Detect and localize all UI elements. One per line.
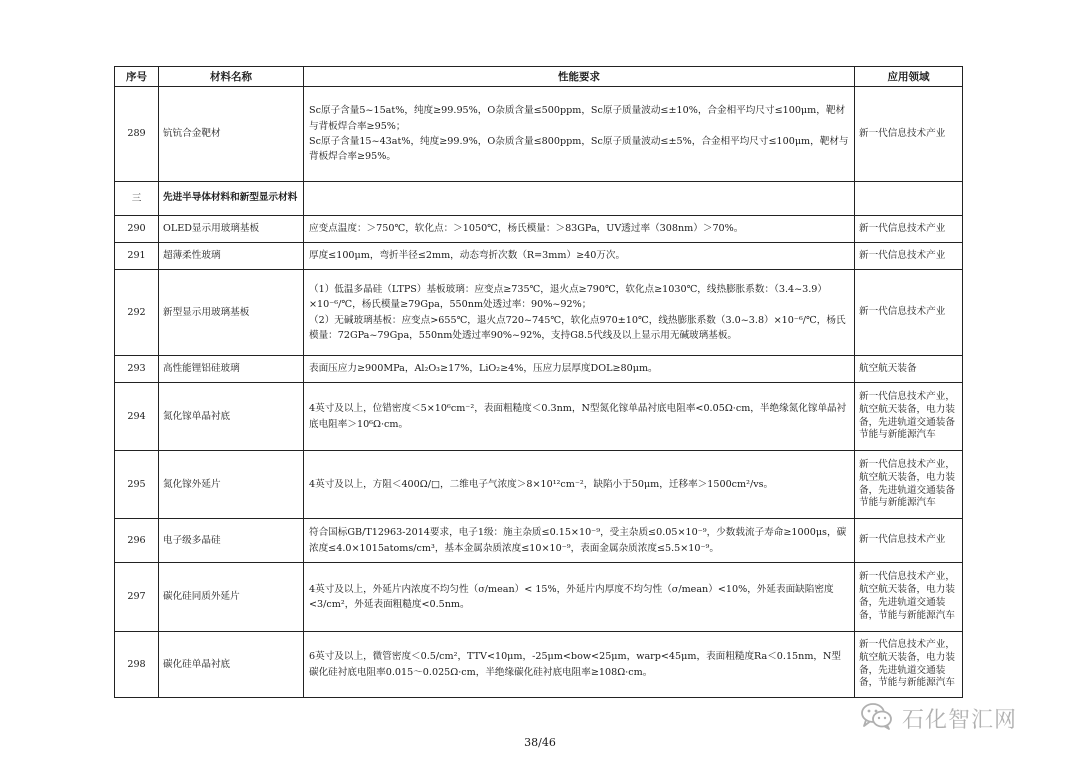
row-name: 新型显示用玻璃基板 bbox=[159, 270, 304, 356]
header-app: 应用领域 bbox=[855, 67, 963, 87]
row-name: OLED显示用玻璃基板 bbox=[159, 216, 304, 243]
row-no: 290 bbox=[115, 216, 159, 243]
row-no: 292 bbox=[115, 270, 159, 356]
row-app: 新一代信息技术产业 bbox=[855, 270, 963, 356]
table-row bbox=[115, 632, 963, 698]
row-name: 碳化硅同质外延片 bbox=[159, 563, 304, 632]
table-row bbox=[115, 563, 963, 632]
row-app: 新一代信息技术产业 bbox=[855, 519, 963, 563]
header-name: 材料名称 bbox=[159, 67, 304, 87]
row-spec: （1）低温多晶硅（LTPS）基板玻璃：应变点≥735℃，退火点≥790℃，软化点≥1030℃，线热膨胀系数：（3.4~3.9）×10⁻⁶/℃，杨氏模量≥79Gpa，550nm处透过率：90%~92%； （2）无碱玻璃基板：应变点>655℃，退火点720~745℃，软化点970±10℃，线热膨胀系数（3.0~3.8）×10⁻⁶/℃，杨氏模量：72GPa~79Gpa，550nm处透过率90%~92%，支持G8.5代线及以上显示用无碱玻璃基板。 bbox=[304, 270, 855, 356]
table-row bbox=[115, 243, 963, 270]
row-no: 296 bbox=[115, 519, 159, 563]
row-spec: 4英寸及以上，位错密度＜5×10⁶cm⁻²，表面粗糙度＜0.3nm，N型氮化镓单晶衬底电阻率<0.05Ω·cm，半绝缘氮化镓单晶衬底电阻率＞10⁶Ω·cm。 bbox=[304, 383, 855, 451]
header-no: 序号 bbox=[115, 67, 159, 87]
row-app bbox=[855, 182, 963, 216]
watermark bbox=[860, 702, 1017, 734]
table-header-row bbox=[115, 67, 963, 87]
page-number: 38/46 bbox=[524, 736, 556, 749]
table-row bbox=[115, 519, 963, 563]
row-no: 293 bbox=[115, 356, 159, 383]
row-spec bbox=[304, 182, 855, 216]
row-no: 291 bbox=[115, 243, 159, 270]
section-no: 三 bbox=[115, 182, 159, 216]
row-no: 294 bbox=[115, 383, 159, 451]
materials-table bbox=[114, 66, 963, 698]
row-app: 新一代信息技术产业，航空航天装备，电力装备，先进轨道交通装备 节能与新能源汽车 bbox=[855, 383, 963, 451]
row-name: 氮化镓单晶衬底 bbox=[159, 383, 304, 451]
table-row bbox=[115, 383, 963, 451]
row-spec: 4英寸及以上，外延片内浓度不均匀性（σ/mean）< 15%，外延片内厚度不均匀性（σ/mean）<10%，外延表面缺陷密度<3/cm²，外延表面粗糙度<0.5nm。 bbox=[304, 563, 855, 632]
row-spec: 4英寸及以上，方阻＜400Ω/□，二维电子气浓度＞8×10¹²cm⁻²，缺陷小于50μm，迁移率＞1500cm²/vs。 bbox=[304, 451, 855, 519]
table-row bbox=[115, 87, 963, 182]
row-app: 新一代信息技术产业 bbox=[855, 243, 963, 270]
row-app: 新一代信息技术产业 bbox=[855, 87, 963, 182]
row-name: 高性能锂铝硅玻璃 bbox=[159, 356, 304, 383]
row-app: 新一代信息技术产业，航空航天装备，电力装备，先进轨道交通装备，节能与新能源汽车 bbox=[855, 563, 963, 632]
row-spec: 厚度≤100μm，弯折半径≤2mm，动态弯折次数（R=3mm）≥40万次。 bbox=[304, 243, 855, 270]
row-name: 碳化硅单晶衬底 bbox=[159, 632, 304, 698]
row-app: 新一代信息技术产业，航空航天装备，电力装备，先进轨道交通装备，节能与新能源汽车 bbox=[855, 632, 963, 698]
row-spec: Sc原子含量5~15at%，纯度≥99.95%，O杂质含量≤500ppm，Sc原子质量波动≤±10%，合金相平均尺寸≤100μm，靶材与背板焊合率≥95%； Sc原子含量15~43at%，纯度≥99.9%，O杂质含量≤800ppm，Sc原子质量波动≤±5%，合金相平均尺寸≤100μm，靶材与背板焊合率≥95%。 bbox=[304, 87, 855, 182]
row-spec: 6英寸及以上，微管密度＜0.5/cm²，TTV<10μm，-25μm<bow<25μm，warp<45μm，表面粗糙度Ra＜0.15nm，N型碳化硅衬底电阻率0.015～0.025Ω·cm，半绝缘碳化硅衬底电阻率≥108Ω·cm。 bbox=[304, 632, 855, 698]
row-name: 钪钪合金靶材 bbox=[159, 87, 304, 182]
row-app: 新一代信息技术产业 bbox=[855, 216, 963, 243]
table-row bbox=[115, 451, 963, 519]
table-row bbox=[115, 270, 963, 356]
row-spec: 表面压应力≥900MPa，Al₂O₃≥17%，LiO₂≥4%，压应力层厚度DOL≥80μm。 bbox=[304, 356, 855, 383]
row-app: 航空航天装备 bbox=[855, 356, 963, 383]
row-spec: 应变点温度：＞750℃，软化点：＞1050℃，杨氏模量：＞83GPa，UV透过率（308nm）＞70%。 bbox=[304, 216, 855, 243]
header-spec: 性能要求 bbox=[304, 67, 855, 87]
wechat-icon bbox=[860, 702, 894, 734]
row-no: 297 bbox=[115, 563, 159, 632]
row-name: 电子级多晶硅 bbox=[159, 519, 304, 563]
row-spec: 符合国标GB/T12963-2014要求，电子1级：施主杂质≤0.15×10⁻⁹，受主杂质≤0.05×10⁻⁹，少数载流子寿命≥1000μs，碳浓度≤4.0×1015atoms/cm³，基本金属杂质浓度≤10×10⁻⁹，表面金属杂质浓度≤5.5×10⁻⁹。 bbox=[304, 519, 855, 563]
section-title: 先进半导体材料和新型显示材料 bbox=[159, 182, 304, 216]
row-no: 298 bbox=[115, 632, 159, 698]
row-no: 289 bbox=[115, 87, 159, 182]
row-name: 超薄柔性玻璃 bbox=[159, 243, 304, 270]
row-name: 氮化镓外延片 bbox=[159, 451, 304, 519]
catalog-table-container bbox=[114, 66, 962, 698]
section-row bbox=[115, 182, 963, 216]
row-no: 295 bbox=[115, 451, 159, 519]
row-app: 新一代信息技术产业，航空航天装备，电力装备，先进轨道交通装备 节能与新能源汽车 bbox=[855, 451, 963, 519]
table-row bbox=[115, 216, 963, 243]
table-row bbox=[115, 356, 963, 383]
watermark-text: 石化智汇网 bbox=[902, 707, 1018, 733]
